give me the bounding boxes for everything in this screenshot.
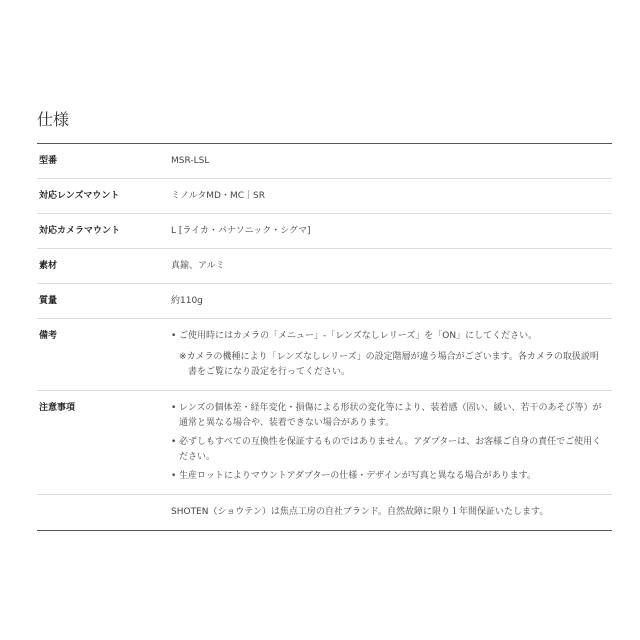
spec-value — [171, 319, 612, 391]
spec-value: 真鍮、アルミ — [171, 249, 612, 284]
spec-label: 注意事項 — [37, 391, 171, 495]
spec-row-material — [37, 249, 612, 284]
spec-row-weight — [37, 284, 612, 319]
spec-value: ミノルタMD・MC｜SR — [171, 179, 612, 214]
spec-label: 素材 — [37, 249, 171, 284]
list-item: • レンズの個体差・経年変化・損傷による形状の変化等により、装着感（固い、緩い、若干のあそび等）が通常と異なる場合や、装着できない場合があります。 — [171, 401, 604, 431]
spec-row-camera-mount — [37, 214, 612, 249]
spec-table — [37, 143, 612, 531]
spec-label: 対応レンズマウント — [37, 179, 171, 214]
spec-row-cautions — [37, 391, 612, 495]
spec-value: 約110g — [171, 284, 612, 319]
spec-value — [171, 391, 612, 495]
remarks-note: ※カメラの機種により「レンズなしレリーズ」の設定階層が違う場合がございます。各カメラの取扱説明書をご覧になり設定を行ってください。 — [179, 352, 599, 377]
remarks-list — [171, 329, 604, 344]
spec-label: 質量 — [37, 284, 171, 319]
spec-label — [37, 495, 171, 531]
spec-row-brand-note — [37, 495, 612, 531]
spec-value: MSR-LSL — [171, 144, 612, 179]
spec-value: L [ライカ・パナソニック・シグマ] — [171, 214, 612, 249]
cautions-list — [171, 401, 604, 484]
list-item: • ご使用時にはカメラの「メニュー」-「レンズなしレリーズ」を「ON」にしてください。 — [171, 329, 604, 344]
spec-label: 備考 — [37, 319, 171, 391]
spec-label: 対応カメラマウント — [37, 214, 171, 249]
list-item: • 必ずしもすべての互換性を保証するものではありません。アダプターは、お客様ご自身の責任でご使用ください。 — [171, 435, 604, 465]
spec-row-model — [37, 144, 612, 179]
spec-row-lens-mount — [37, 179, 612, 214]
spec-title: 仕様 — [37, 110, 70, 129]
spec-section — [37, 110, 612, 531]
spec-value: SHOTEN（ショウテン）は焦点工房の自社ブランド。自然故障に限り１年間保証いたします。 — [171, 507, 549, 517]
spec-row-remarks — [37, 319, 612, 391]
list-item: • 生産ロットによりマウントアダプターの仕様・デザインが写真と異なる場合があります。 — [171, 469, 604, 484]
spec-label: 型番 — [37, 144, 171, 179]
